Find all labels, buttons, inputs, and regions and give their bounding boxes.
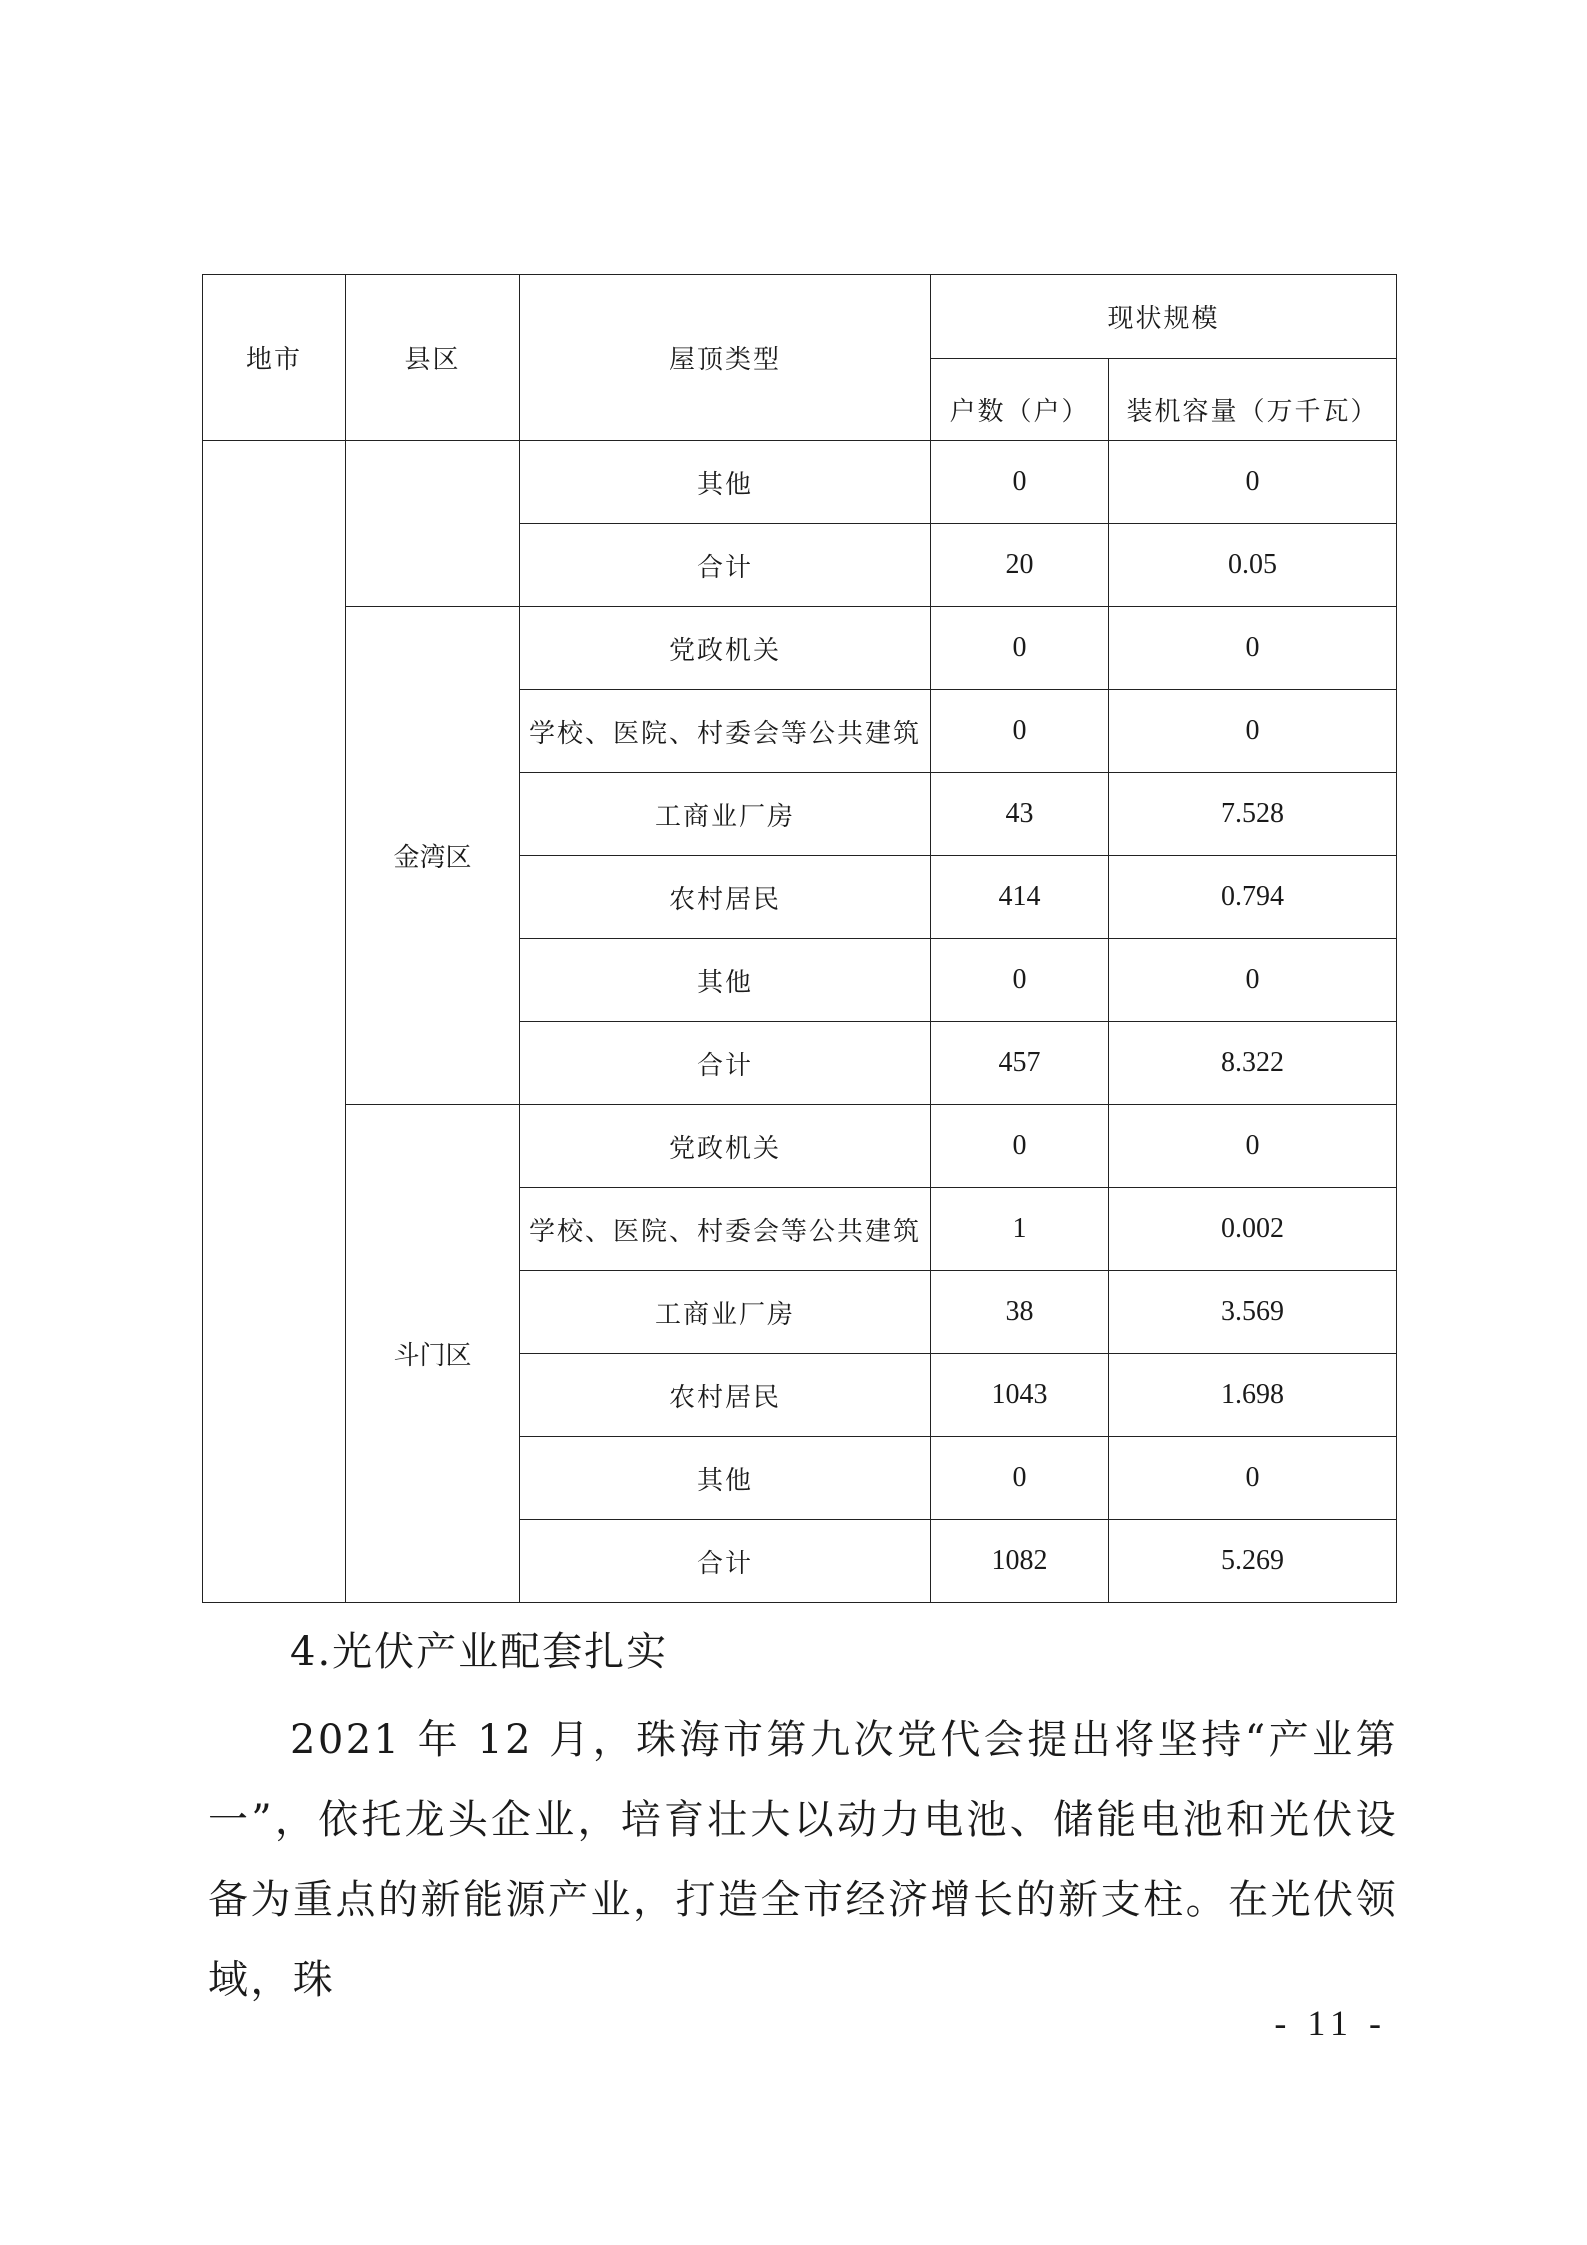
households-cell: 20 [931,524,1109,607]
capacity-cell: 8.322 [1109,1022,1397,1105]
capacity-cell: 0 [1109,690,1397,773]
capacity-cell: 7.528 [1109,773,1397,856]
roof-type-cell: 党政机关 [520,607,931,690]
households-cell: 414 [931,856,1109,939]
header-households: 户数（户） [931,359,1109,441]
capacity-cell: 0 [1109,441,1397,524]
households-cell: 38 [931,1271,1109,1354]
roof-type-cell: 其他 [520,441,931,524]
header-roof-type: 屋顶类型 [520,275,931,441]
roof-type-cell: 学校、医院、村委会等公共建筑 [520,690,931,773]
households-cell: 43 [931,773,1109,856]
households-cell: 0 [931,1437,1109,1520]
capacity-cell: 0 [1109,1105,1397,1188]
households-cell: 0 [931,441,1109,524]
households-cell: 457 [931,1022,1109,1105]
roof-type-cell: 工商业厂房 [520,773,931,856]
roof-type-cell: 农村居民 [520,856,931,939]
roof-type-cell: 合计 [520,524,931,607]
table-row [203,607,1397,690]
households-cell: 0 [931,607,1109,690]
county-cell-jinwan: 金湾区 [346,607,520,1105]
county-cell-doumen: 斗门区 [346,1105,520,1603]
roof-type-cell: 党政机关 [520,1105,931,1188]
header-city: 地市 [203,275,346,441]
roof-type-cell: 合计 [520,1520,931,1603]
households-cell: 0 [931,690,1109,773]
section-heading: 4.光伏产业配套扎实 [290,1629,669,1675]
roof-type-cell: 工商业厂房 [520,1271,931,1354]
capacity-cell: 0 [1109,1437,1397,1520]
capacity-cell: 0.002 [1109,1188,1397,1271]
city-cell [203,441,346,1603]
table-row [203,1105,1397,1188]
pv-status-table [202,274,1397,1603]
households-cell: 1 [931,1188,1109,1271]
capacity-cell: 3.569 [1109,1271,1397,1354]
roof-type-cell: 其他 [520,1437,931,1520]
roof-type-cell: 合计 [520,1022,931,1105]
header-current-scale: 现状规模 [931,275,1397,359]
capacity-cell: 0.794 [1109,856,1397,939]
roof-type-cell: 农村居民 [520,1354,931,1437]
page-number: - 11 - [1274,2003,1387,2043]
households-cell: 1043 [931,1354,1109,1437]
header-capacity: 装机容量（万千瓦） [1109,359,1397,441]
capacity-cell: 1.698 [1109,1354,1397,1437]
capacity-cell: 0.05 [1109,524,1397,607]
header-county: 县区 [346,275,520,441]
capacity-cell: 0 [1109,939,1397,1022]
households-cell: 1082 [931,1520,1109,1603]
capacity-cell: 0 [1109,607,1397,690]
households-cell: 0 [931,1105,1109,1188]
households-cell: 0 [931,939,1109,1022]
table-row [203,441,1397,524]
roof-type-cell: 其他 [520,939,931,1022]
capacity-cell: 5.269 [1109,1520,1397,1603]
roof-type-cell: 学校、医院、村委会等公共建筑 [520,1188,931,1271]
county-cell [346,441,520,607]
body-paragraph: 2021 年 12 月，珠海市第九次党代会提出将坚持“产业第一”，依托龙头企业，培育壮大以动力电池、储能电池和光伏设备为重点的新能源产业，打造全市经济增长的新支柱。在光伏领域，珠 [208,1717,1398,2003]
